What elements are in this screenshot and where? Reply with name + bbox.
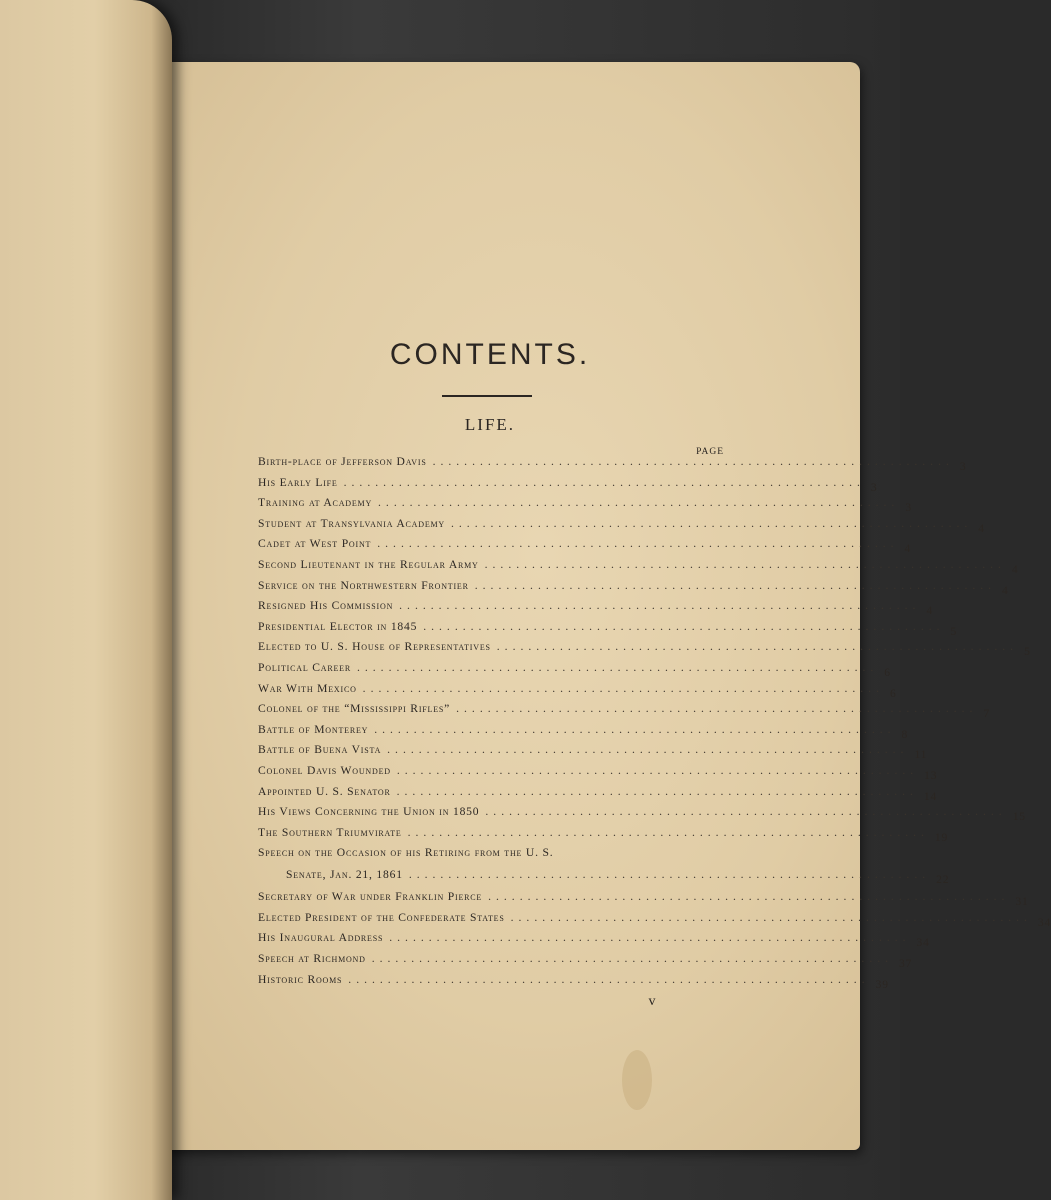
toc-page: 4 [1002, 583, 1009, 597]
toc-entry [258, 805, 1026, 826]
toc-label: Appointed U. S. Senator [258, 784, 391, 798]
toc-entry [258, 578, 1009, 600]
toc-entry [258, 763, 938, 785]
leader-dots: .................................................................. [387, 743, 909, 757]
toc-entry [258, 784, 938, 806]
toc-page: 22 [936, 873, 950, 887]
leader-dots: .................................................................. [408, 868, 931, 882]
toc-page: 34 [1037, 915, 1051, 929]
toc-label: Service on the Northwestern Frontier [258, 578, 469, 592]
toc-label: Battle of Buena Vista [258, 743, 382, 757]
toc-page: 19 [934, 830, 949, 844]
toc-entry [258, 455, 967, 476]
toc-label: His Early Life [258, 475, 338, 489]
toc-label: His Inaugural Address [258, 931, 384, 945]
toc-page: 3 [870, 480, 878, 494]
leader-dots: .................................................................. [389, 931, 911, 945]
leader-dots: .................................................................. [484, 557, 1006, 571]
section-heading: LIFE. [464, 415, 516, 434]
leader-dots: .................................................................. [377, 537, 899, 551]
toc-label: Training at Academy [258, 496, 373, 510]
toc-entry [258, 681, 897, 703]
toc-entry [258, 537, 912, 558]
toc-label: Cadet at West Point [258, 537, 372, 551]
toc-entry [258, 931, 930, 952]
toc-page: 31 [1015, 895, 1029, 909]
leader-dots: .................................................................. [432, 455, 954, 468]
leader-dots: .................................................................. [451, 516, 973, 530]
toc-page: 34 [916, 936, 930, 950]
leader-dots: .................................................................. [399, 599, 921, 613]
toc-page: 5 [1024, 645, 1031, 659]
toc-label: Elected President of the Confederate States [258, 910, 505, 924]
toc-label: Battle of Monterey [258, 722, 369, 736]
left-page [0, 0, 172, 1200]
toc-entry [258, 599, 934, 620]
toc-label: Student at Transylvania Academy [258, 516, 445, 530]
leader-dots: .................................................................. [378, 496, 900, 510]
toc-page: 11 [914, 748, 928, 762]
toc-label: Birth-place of Jefferson Davis [258, 455, 427, 468]
toc-page: 7 [983, 707, 991, 721]
toc-page: 4 [978, 521, 985, 535]
paper-stain [622, 1050, 652, 1110]
folio-number: v [648, 994, 656, 1009]
toc-page: 3 [905, 501, 912, 515]
toc-label: Resigned His Commission [258, 599, 394, 613]
leader-dots: .................................................................. [496, 640, 1019, 654]
leader-dots: .................................................................. [374, 722, 896, 736]
leader-dots: .................................................................. [488, 890, 1010, 904]
toc-page: 15 [1012, 810, 1026, 824]
toc-entry [258, 910, 1051, 932]
leader-dots: .................................................................. [474, 578, 997, 592]
toc-entry [258, 743, 928, 764]
title-rule [442, 395, 532, 397]
toc-label: Speech on the Occasion of his Retiring from the U. S. [258, 846, 554, 860]
toc-label: The Southern Triumvirate [258, 825, 402, 839]
toc-label: His Views Concerning the Union in 1850 [258, 805, 480, 819]
toc-page: 37 [899, 957, 913, 971]
toc-label-continued: Senate, Jan. 21, 1861 [286, 868, 403, 882]
toc-page: 4 [1011, 562, 1019, 576]
toc-entry [258, 496, 912, 517]
contents-title: CONTENTS. [389, 338, 591, 371]
leader-dots: .................................................................. [356, 660, 879, 674]
leader-dots: .................................................................. [371, 952, 894, 966]
leader-dots: .................................................................. [456, 702, 978, 716]
leader-dots: .................................................................. [348, 972, 870, 986]
toc-entry [258, 722, 909, 744]
toc-label: Political Career [258, 660, 351, 674]
toc-page: 39 [875, 977, 889, 991]
toc-page: 3 [959, 460, 967, 473]
toc-page: 8 [901, 727, 909, 741]
toc-page: 13 [924, 768, 938, 782]
toc-entry [258, 702, 991, 723]
toc-label: Colonel Davis Wounded [258, 763, 391, 777]
toc-page: 6 [884, 665, 891, 679]
toc-label: Historic Rooms [258, 972, 343, 986]
leader-dots: .................................................................. [423, 619, 945, 633]
toc-label: War With Mexico [258, 681, 357, 695]
toc-label: Elected to U. S. House of Representatives [258, 640, 491, 654]
toc-entry [258, 846, 718, 868]
leader-dots: .................................................................. [396, 784, 918, 798]
toc-label: Presidential Elector in 1845 [258, 619, 418, 633]
table-of-contents [258, 455, 1051, 993]
toc-entry [258, 890, 1029, 911]
toc-page: 4 [904, 542, 912, 556]
toc-entry [258, 660, 891, 682]
toc-page: 6 [889, 686, 897, 700]
toc-entry [258, 952, 913, 973]
leader-dots: .................................................................. [485, 805, 1007, 819]
toc-entry [258, 972, 889, 994]
toc-label: Second Lieutenant in the Regular Army [258, 557, 479, 571]
leader-dots: .................................................................. [407, 825, 929, 839]
toc-entry-continued [258, 868, 950, 890]
toc-entry [258, 557, 1019, 579]
toc-page: 4 [926, 604, 934, 618]
toc-entry [258, 516, 985, 538]
leader-dots: .................................................................. [510, 910, 1032, 924]
page-column-heading: PAGE [696, 447, 724, 457]
toc-label: Secretary of War under Franklin Pierce [258, 890, 483, 904]
toc-label: Speech at Richmond [258, 952, 366, 966]
toc-entry [258, 619, 958, 641]
toc-label: Colonel of the “Mississippi Rifles” [258, 702, 451, 716]
toc-entry [258, 475, 878, 497]
toc-entry [258, 640, 1031, 661]
toc-page: 5 [950, 624, 958, 638]
toc-page: 14 [923, 789, 938, 803]
leader-dots: .................................................................. [396, 763, 919, 777]
leader-dots: .................................................................. [362, 681, 884, 695]
leader-dots: .................................................................. [343, 475, 865, 489]
toc-entry [258, 825, 949, 847]
